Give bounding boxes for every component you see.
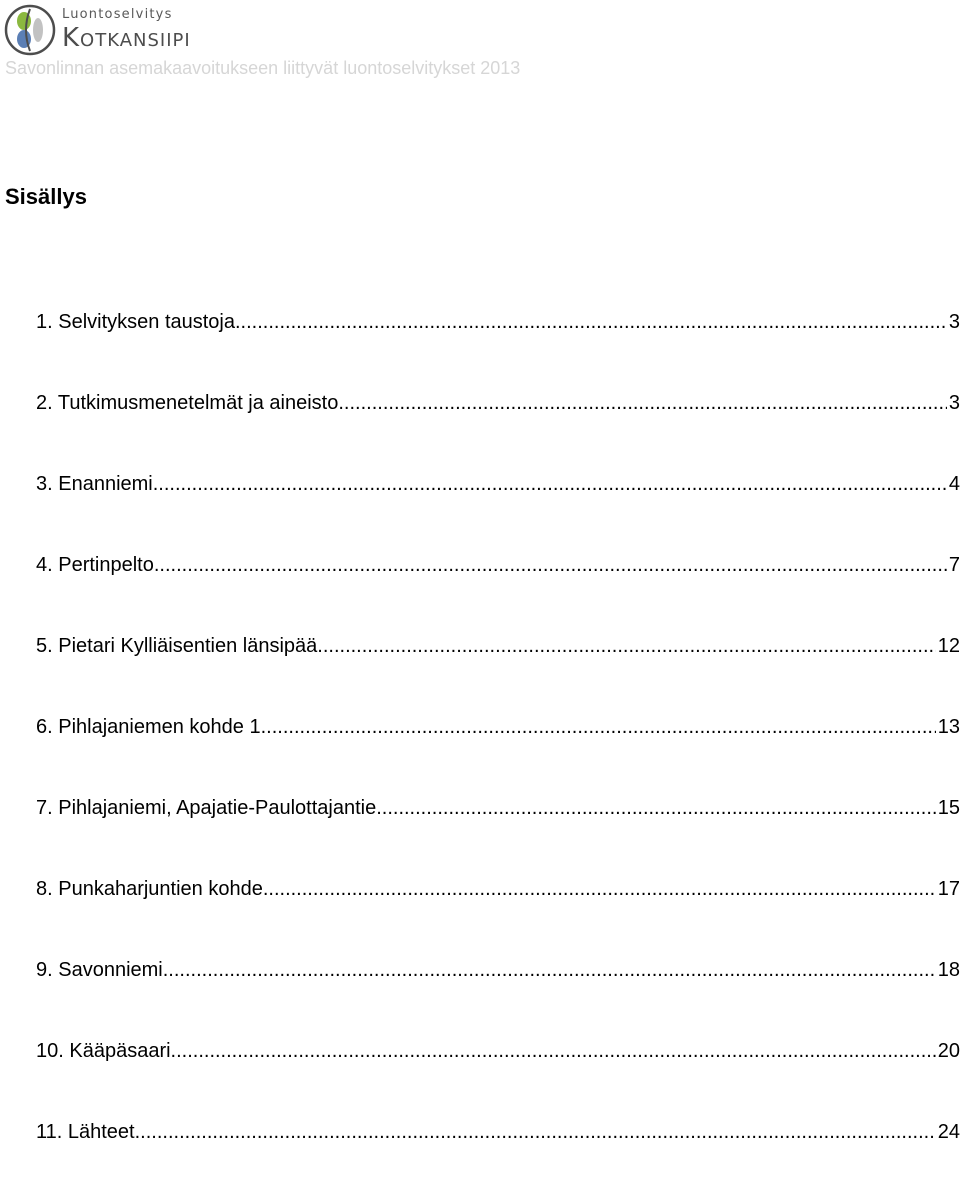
toc-leader-dots [376,794,936,822]
toc-title: Sisällys [5,184,87,209]
toc-leader-dots [261,713,936,741]
toc-entry[interactable] [36,1037,960,1118]
toc-entry-page: 17 [937,878,960,900]
toc-entry-page: 18 [937,959,960,981]
toc-entry[interactable] [36,308,960,389]
toc-entry-page: 3 [948,392,960,414]
toc-entry-page: 15 [937,797,960,819]
running-header: Savonlinnan asemakaavoitukseen liittyvät luontoselvitykset 2013 [5,58,521,78]
toc-entry-label: 4. Pertinpelto [36,554,154,576]
logo-subtitle: Luontoselvitys [62,7,173,22]
toc-entry-label: 9. Savonniemi [36,959,163,981]
toc-entry[interactable] [36,389,960,470]
toc-entry-label: 10. Kääpäsaari [36,1040,171,1062]
toc-entry-page: 7 [948,554,960,576]
toc-leader-dots [235,308,947,336]
toc-entry-label: 5. Pietari Kylliäisentien länsipää [36,635,318,657]
logo [4,4,191,56]
toc-entry-label: 6. Pihlajaniemen kohde 1 [36,716,261,738]
toc-leader-dots [338,389,947,417]
toc-entry[interactable] [36,713,960,794]
toc-entry-label: 11. Lähteet [36,1121,135,1143]
toc-entry-label: 3. Enanniemi [36,473,153,495]
kotkansiipi-logo-icon [4,4,56,56]
toc-entry[interactable] [36,875,960,956]
logo-title: Kotkansiipi [62,23,191,53]
logo-text [62,7,191,53]
toc-entry-label: 1. Selvityksen taustoja [36,311,235,333]
toc-entry-page: 20 [937,1040,960,1062]
toc-entry[interactable] [36,632,960,713]
toc-leader-dots [171,1037,936,1065]
toc-entry-label: 2. Tutkimusmenetelmät ja aineisto [36,392,339,414]
toc-entry-page: 4 [948,473,960,495]
toc-leader-dots [153,470,947,498]
toc-list [36,308,960,1199]
toc-entry[interactable] [36,551,960,632]
toc-entry[interactable] [36,1118,960,1199]
toc-entry-page: 24 [937,1121,960,1143]
toc-entry-label: 7. Pihlajaniemi, Apajatie-Paulottajantie [36,797,377,819]
toc-leader-dots [135,1118,936,1146]
toc-entry-page: 3 [948,311,960,333]
toc-leader-dots [317,632,935,660]
toc-entry[interactable] [36,470,960,551]
toc-entry-label: 8. Punkaharjuntien kohde [36,878,263,900]
toc-leader-dots [163,956,936,984]
toc-entry[interactable] [36,794,960,875]
toc-leader-dots [154,551,947,579]
toc-entry-page: 13 [937,716,960,738]
toc-leader-dots [263,875,936,903]
toc-entry-page: 12 [937,635,960,657]
toc-entry[interactable] [36,956,960,1037]
